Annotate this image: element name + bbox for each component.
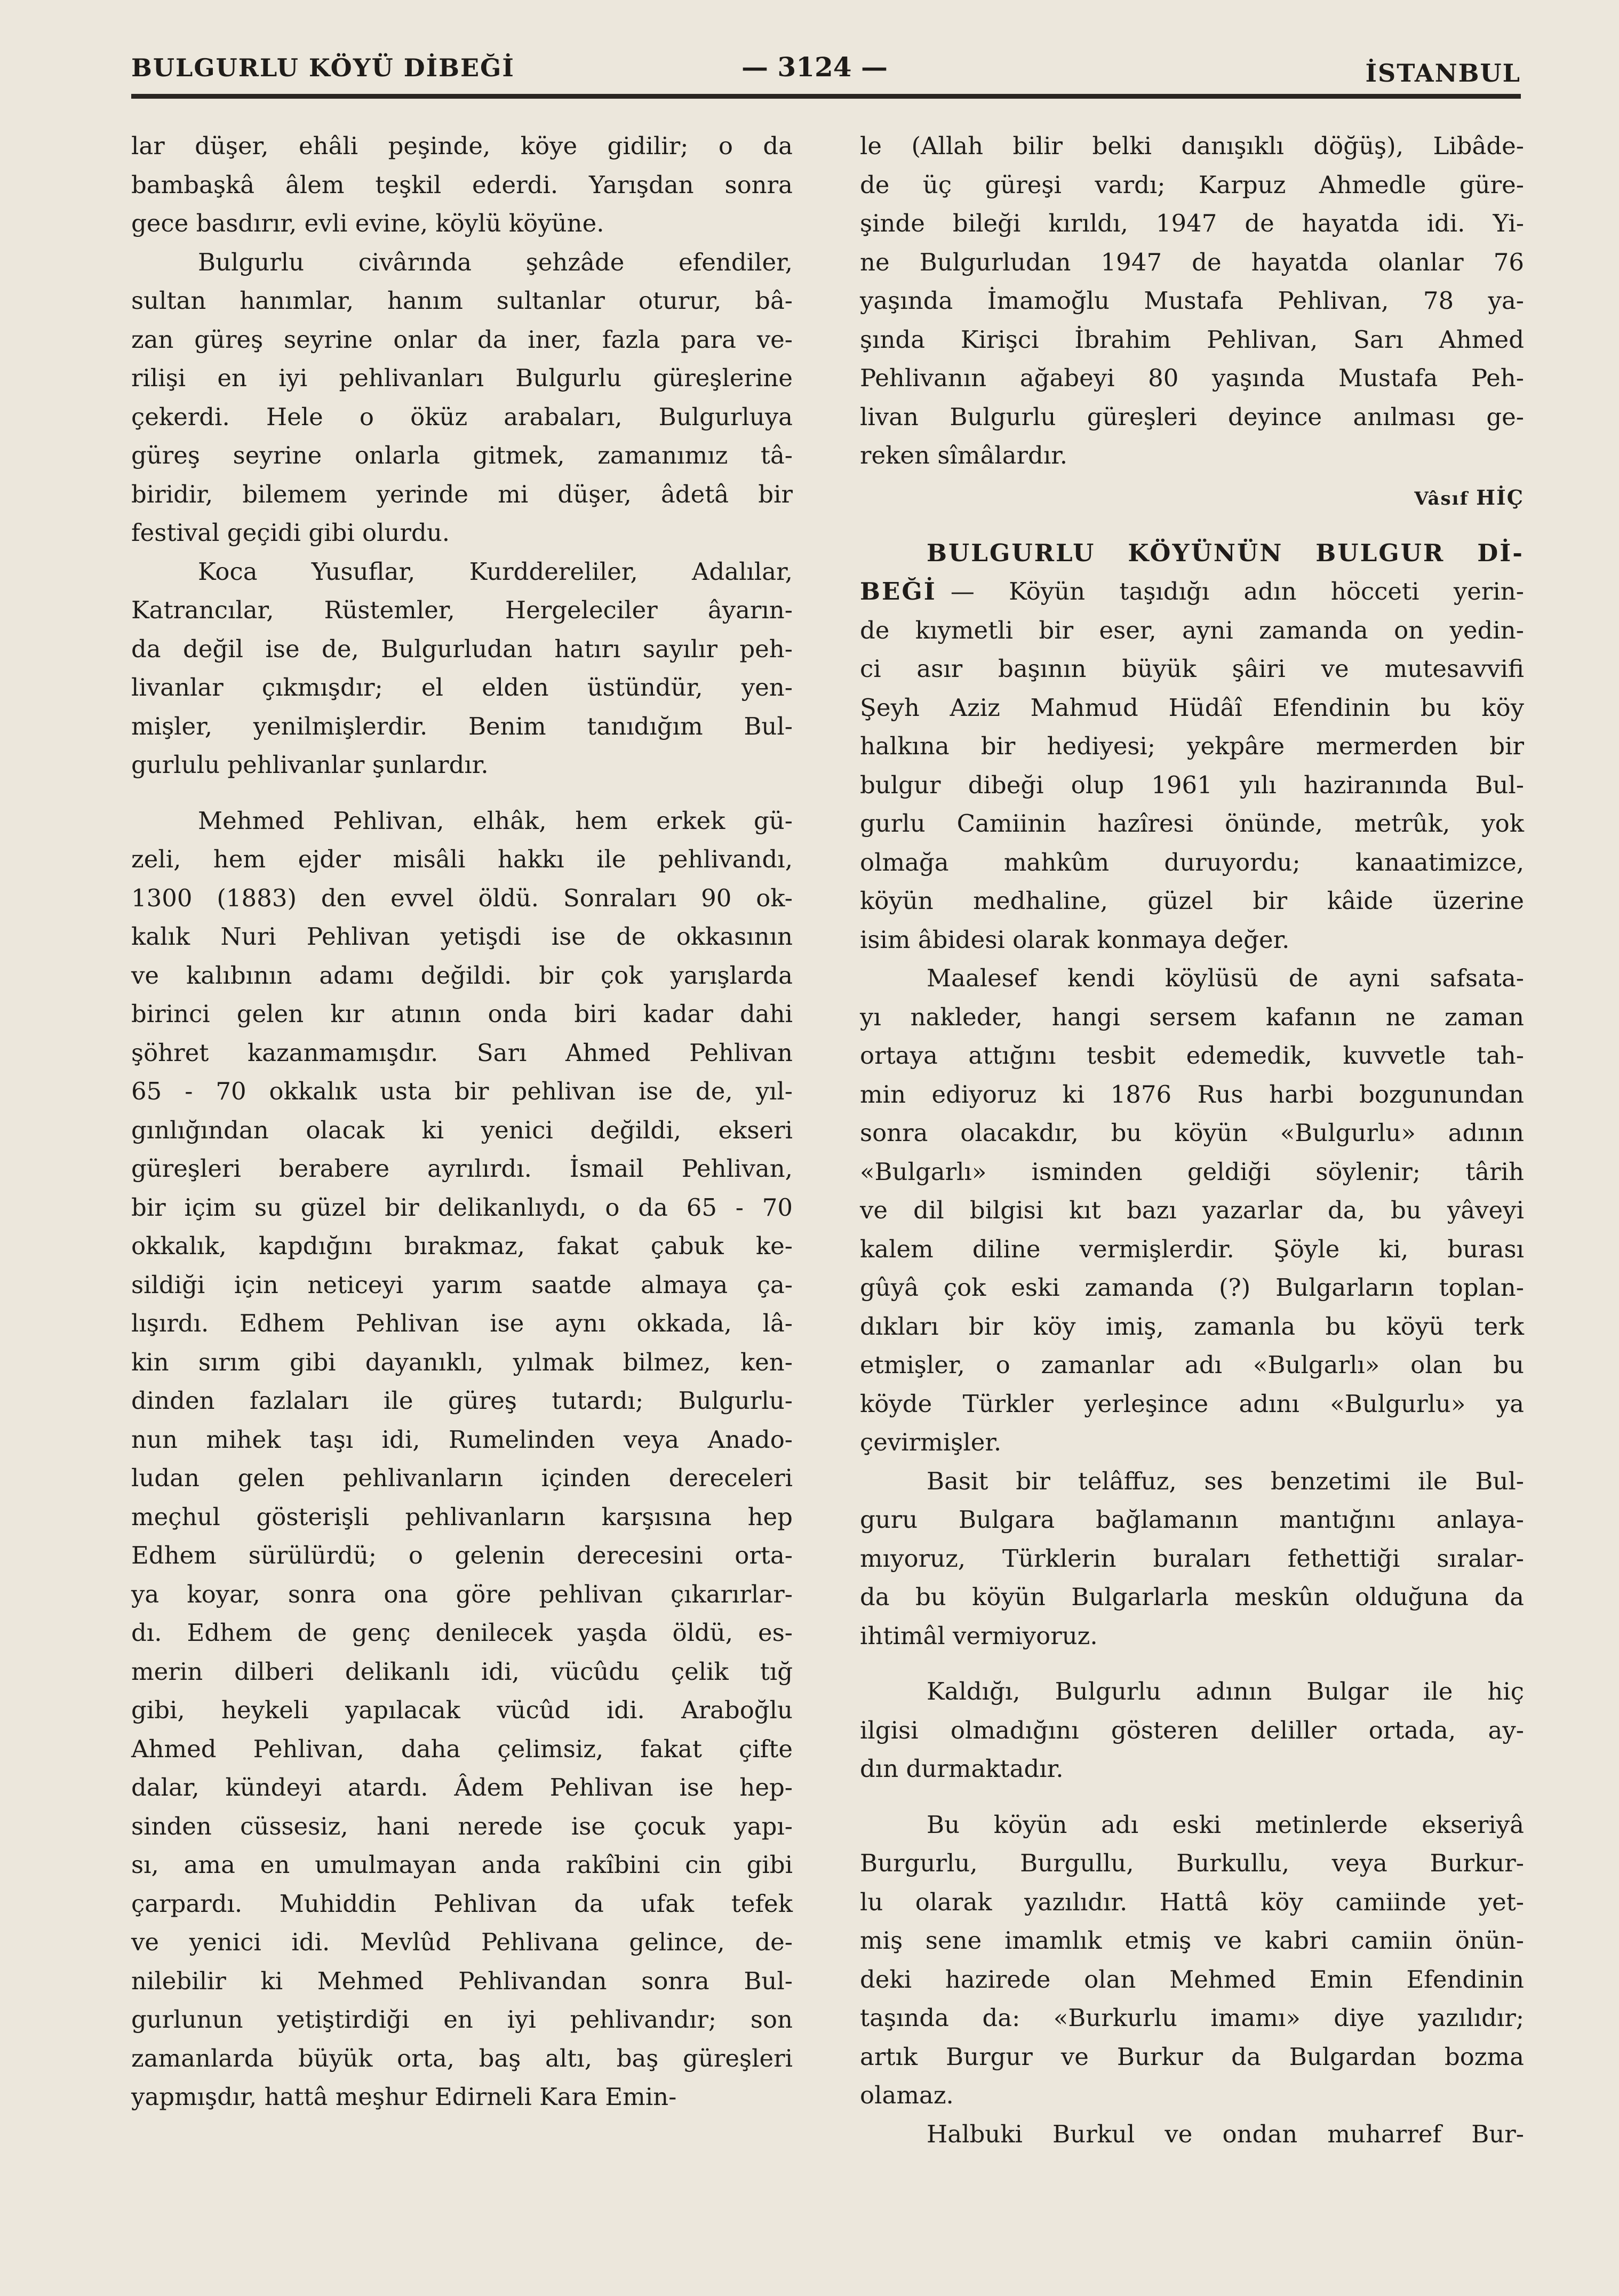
- text-line: çarpardı. Muhiddin Pehlivan da ufak tefek: [131, 1889, 793, 1918]
- text-line: dinden fazlaları ile güreş tutardı; Bulgurlu-: [131, 1386, 793, 1415]
- text-line: kalem diline vermişlerdir. Şöyle ki, burası: [860, 1234, 1524, 1263]
- text-line: okkalık, kapdığını bırakmaz, fakat çabuk ke-: [131, 1232, 793, 1260]
- text-line: isim âbidesi olarak konmaya değer.: [860, 925, 1290, 954]
- text-line: şında Kirişci İbrahim Pehlivan, Sarı Ahmed: [860, 325, 1524, 354]
- text-line: Maalesef kendi köylüsü de ayni safsata-: [927, 964, 1524, 992]
- author-last-name: HİÇ: [1476, 485, 1524, 509]
- text-line: sultan hanımlar, hanım sultanlar oturur, bâ-: [131, 286, 793, 315]
- spacer: [860, 517, 1524, 534]
- text-line: dıkları bir köy imiş, zamanla bu köyü terk: [860, 1312, 1524, 1341]
- text-line: köyde Türkler yerleşince adını «Bulgurlu» ya: [860, 1389, 1524, 1418]
- right-column-top-text: [860, 127, 1524, 475]
- text-line: lar düşer, ehâli peşinde, köye gidilir; o da: [131, 132, 793, 160]
- text-line: çevirmişler.: [860, 1428, 1002, 1456]
- section-heading-continuation: [860, 572, 1524, 611]
- right-column-bottom-text: [860, 959, 1524, 2154]
- text-line: sonra olacakdır, bu köyün «Bulgurlu» adının: [860, 1119, 1524, 1147]
- text-line: bir içim su güzel bir delikanlıydı, o da 65 - 70: [131, 1193, 793, 1222]
- text-line: köyün medhaline, güzel bir kâide üzerine: [860, 887, 1524, 915]
- paragraph: [131, 243, 793, 553]
- text-line: Şeyh Aziz Mahmud Hüdâî Efendinin bu köy: [860, 693, 1524, 722]
- text-line: 1300 (1883) den evvel öldü. Sonraları 90 ok-: [131, 883, 793, 912]
- text-line: yaşında İmamoğlu Mustafa Pehlivan, 78 ya-: [860, 286, 1524, 315]
- text-line: Katrancılar, Rüstemler, Hergeleciler âyarın-: [131, 596, 793, 624]
- author-first-name: Vâsıf: [1414, 488, 1469, 509]
- text-line: gibi, heykeli yapılacak vücûd idi. Araboğlu: [131, 1696, 793, 1724]
- text-line: ve kalıbının adamı değildi. bir çok yarışlarda: [131, 961, 793, 990]
- text-line: olmağa mahkûm duruyordu; kanaatimizce,: [860, 848, 1524, 876]
- section-lead: — Köyün taşıdığı adın höcceti yerin-: [950, 577, 1524, 605]
- text-line: Ahmed Pehlivan, daha çelimsiz, fakat çifte: [131, 1734, 793, 1763]
- text-line: Koca Yusuflar, Kurddereliler, Adalılar,: [198, 557, 793, 586]
- paragraph: [131, 127, 793, 243]
- paragraph: [860, 1806, 1524, 2115]
- text-line: çekerdi. Hele o öküz arabaları, Bulgurluya: [131, 402, 793, 431]
- section-title: BULGURLU KÖYÜNÜN BULGUR Dİ-: [927, 538, 1524, 567]
- running-header: [131, 48, 1521, 94]
- text-line: deki hazirede olan Mehmed Emin Efendinin: [860, 1965, 1524, 1994]
- paragraph-gap: [860, 1789, 1524, 1806]
- text-line: ve yenici idi. Mevlûd Pehlivana gelince, de-: [131, 1928, 793, 1956]
- text-line: ci asır başının büyük şâiri ve mutesavvifi: [860, 655, 1524, 683]
- text-line: da değil ise de, Bulgurludan hatırı sayılır peh-: [131, 634, 793, 663]
- text-line: sinden cüssesiz, hani nerede ise çocuk yapı-: [131, 1812, 793, 1840]
- text-line: gurlulu pehlivanlar şunlardır.: [131, 751, 489, 779]
- right-column: [860, 127, 1524, 2154]
- text-line: sı, ama en umulmayan anda rakîbini cin gibi: [131, 1851, 793, 1879]
- paragraph: [860, 1462, 1524, 1656]
- text-line: miş sene imamlık etmiş ve kabri camiin önün-: [860, 1926, 1524, 1955]
- text-line: Kaldığı, Bulgurlu adının Bulgar ile hiç: [927, 1677, 1524, 1705]
- text-line: birinci gelen kır atının onda biri kadar dahi: [131, 1000, 793, 1028]
- text-line: lışırdı. Edhem Pehlivan ise aynı okkada, lâ-: [131, 1309, 793, 1337]
- section-title-end: BEĞİ: [860, 577, 937, 605]
- text-line: merin dilberi delikanlı idi, vücûdu çelik tığ: [131, 1657, 793, 1686]
- text-line: mıyoruz, Türklerin buraları fethettiği sıralar-: [860, 1544, 1524, 1573]
- text-line: 65 - 70 okkalık usta bir pehlivan ise de, yıl-: [131, 1077, 793, 1105]
- text-line: festival geçidi gibi olurdu.: [131, 519, 450, 547]
- text-line: şinde bileği kırıldı, 1947 de hayatda idi. Yi-: [860, 209, 1524, 237]
- text-line: «Bulgarlı» isminden geldiği söylenir; târih: [860, 1157, 1524, 1186]
- text-line: zeli, hem ejder misâli hakkı ile pehlivandı,: [131, 845, 793, 873]
- text-line: zamanlarda büyük orta, baş altı, baş güreşleri: [131, 2044, 793, 2072]
- section-dibek: [860, 534, 1524, 960]
- text-line: guru Bulgara bağlamanın mantığını anlaya-: [860, 1505, 1524, 1534]
- text-line: halkına bir hediyesi; yekpâre mermerden bir: [860, 732, 1524, 760]
- text-line: Mehmed Pehlivan, elhâk, hem erkek gü-: [198, 806, 793, 835]
- paragraph: [131, 553, 793, 785]
- text-line: ya koyar, sonra ona göre pehlivan çıkarırlar-: [131, 1580, 793, 1608]
- header-rule: [131, 94, 1521, 99]
- author-signature: [860, 479, 1524, 517]
- text-line: gurlu Camiinin hazîresi önünde, metrûk, yok: [860, 809, 1524, 838]
- text-line: etmişler, o zamanlar adı «Bulgarlı» olan bu: [860, 1351, 1524, 1379]
- text-line: rilişi en iyi pehlivanları Bulgurlu güreşlerine: [131, 364, 793, 392]
- paragraph: [860, 2115, 1524, 2154]
- text-line: güreşleri berabere ayrılırdı. İsmail Pehlivan,: [131, 1154, 793, 1183]
- text-line: dın durmaktadır.: [860, 1755, 1064, 1783]
- text-line: yı nakleder, hangi sersem kafanın ne zaman: [860, 1002, 1524, 1031]
- text-line: lu olarak yazılıdır. Hattâ köy camiinde yet-: [860, 1887, 1524, 1916]
- text-line: reken sîmâlardır.: [860, 441, 1068, 469]
- text-line: mişler, yenilmişlerdir. Benim tanıdığım Bul-: [131, 712, 793, 740]
- text-line: livan Bulgurlu güreşleri deyince anılması ge-: [860, 402, 1524, 431]
- text-line: gurlunun yetiştirdiği en iyi pehlivandır; son: [131, 2005, 793, 2034]
- text-line: Bulgurlu civârında şehzâde efendiler,: [198, 248, 793, 276]
- text-line: dalar, kündeyi atardı. Âdem Pehlivan ise hep-: [131, 1773, 793, 1801]
- header-article-title: BULGURLU KÖYÜ DİBEĞİ: [131, 53, 515, 82]
- text-line: gûyâ çok eski zamanda (?) Bulgarların toplan-: [860, 1273, 1524, 1302]
- text-line: güreş seyrine onlarla gitmek, zamanımız tâ-: [131, 441, 793, 469]
- text-line: le (Allah bilir belki danışıklı döğüş), Libâde-: [860, 132, 1524, 160]
- text-line: yapmışdır, hattâ meşhur Edirneli Kara Emin-: [131, 2083, 677, 2111]
- paragraph: [131, 802, 793, 2117]
- text-line: bulgur dibeği olup 1961 yılı haziranında Bul-: [860, 770, 1524, 799]
- paragraph-gap: [131, 785, 793, 802]
- text-line: artık Burgur ve Burkur da Bulgardan bozma: [860, 2042, 1524, 2071]
- text-line: kin sırım gibi dayanıklı, yılmak bilmez, ken-: [131, 1348, 793, 1376]
- text-line: Burgurlu, Burgullu, Burkullu, veya Burkur-: [860, 1849, 1524, 1877]
- text-line: şöhret kazanmamışdır. Sarı Ahmed Pehlivan: [131, 1038, 793, 1067]
- paragraph: [860, 127, 1524, 475]
- text-line: gınlığından olacak ki yenici değildi, ekseri: [131, 1115, 793, 1144]
- text-line: Pehlivanın ağabeyi 80 yaşında Mustafa Peh-: [860, 364, 1524, 392]
- text-line: da bu köyün Bulgarlarla meskûn olduğuna da: [860, 1583, 1524, 1611]
- text-line: meçhul gösterişli pehlivanların karşısına hep: [131, 1502, 793, 1531]
- text-line: zan güreş seyrine onlar da iner, fazla para ve-: [131, 325, 793, 354]
- text-line: kalık Nuri Pehlivan yetişdi ise de okkasının: [131, 922, 793, 951]
- header-section-name: İSTANBUL: [1365, 59, 1521, 87]
- left-column: [131, 127, 793, 2117]
- section-heading-line: [860, 534, 1524, 573]
- text-line: Bu köyün adı eski metinlerde ekseriyâ: [927, 1810, 1524, 1839]
- text-line: taşında da: «Burkurlu imamı» diye yazılıdır;: [860, 2004, 1524, 2032]
- text-line: gece basdırır, evli evine, köylü köyüne.: [131, 209, 604, 237]
- section-paragraph: [860, 611, 1524, 960]
- text-line: nun mihek taşı idi, Rumelinden veya Anado-: [131, 1425, 793, 1454]
- text-line: sildiği için neticeyi yarım saatde almaya ça-: [131, 1270, 793, 1299]
- text-line: Basit bir telâffuz, ses benzetimi ile Bul-: [927, 1466, 1524, 1495]
- text-line: de kıymetli bir eser, ayni zamanda on yedin-: [860, 616, 1524, 644]
- text-line: de üç güreşi vardı; Karpuz Ahmedle güre-: [860, 170, 1524, 199]
- text-line: biridir, bilemem yerinde mi düşer, âdetâ bir: [131, 480, 793, 508]
- text-line: ludan gelen pehlivanların içinden dereceleri: [131, 1464, 793, 1492]
- paragraph: [860, 959, 1524, 1462]
- text-line: livanlar çıkmışdır; el elden üstündür, yen-: [131, 673, 793, 701]
- text-line: ne Bulgurludan 1947 de hayatda olanlar 76: [860, 248, 1524, 276]
- text-line: dı. Edhem de genç denilecek yaşda öldü, es-: [131, 1619, 793, 1647]
- text-line: bambaşkâ âlem teşkil ederdi. Yarışdan sonra: [131, 170, 793, 199]
- text-line: Edhem sürülürdü; o gelenin derecesini orta-: [131, 1541, 793, 1569]
- text-line: min ediyoruz ki 1876 Rus harbi bozgunundan: [860, 1080, 1524, 1109]
- text-line: nilebilir ki Mehmed Pehlivandan sonra Bul-: [131, 1966, 793, 1995]
- text-line: olamaz.: [860, 2081, 954, 2109]
- paragraph: [860, 1672, 1524, 1789]
- page-number: — 3124 —: [741, 51, 888, 83]
- text-line: ihtimâl vermiyoruz.: [860, 1621, 1098, 1650]
- text-line: ve dil bilgisi kıt bazı yazarlar da, bu yâveyi: [860, 1196, 1524, 1224]
- text-line: Halbuki Burkul ve ondan muharref Bur-: [927, 2119, 1524, 2148]
- text-line: ilgisi olmadığını gösteren deliller ortada, ay-: [860, 1716, 1524, 1744]
- paragraph-gap: [860, 1655, 1524, 1672]
- text-line: ortaya attığını tesbit edemedik, kuvvetle tah-: [860, 1041, 1524, 1070]
